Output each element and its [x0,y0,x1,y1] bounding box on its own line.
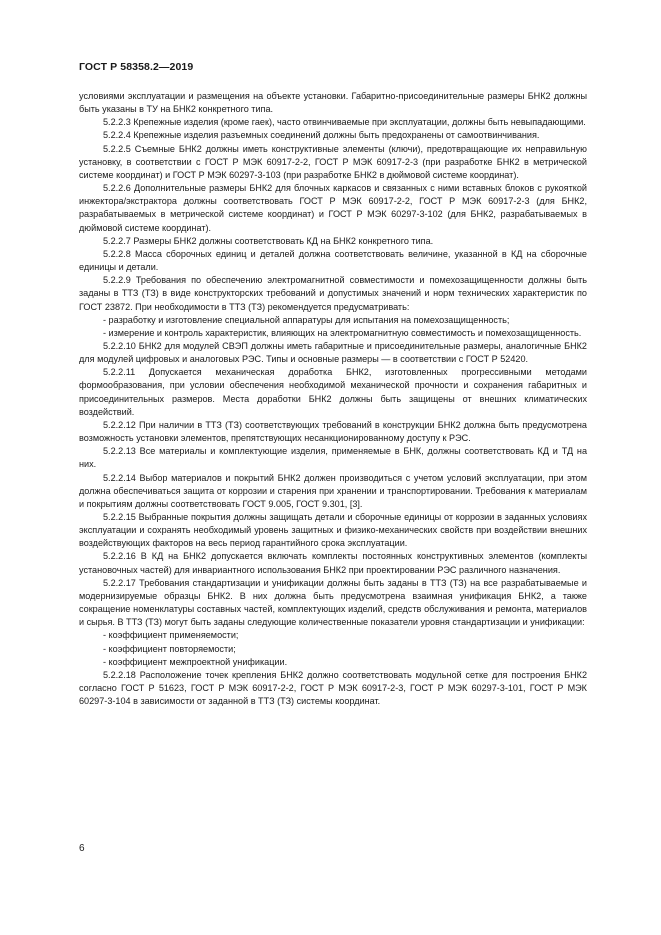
clause-5-2-2-6: 5.2.2.6 Дополнительные размеры БНК2 для блочных каркасов и связанных с ними вставных блоков с рукояткой инжектора/экстрактора должны соответствовать ГОСТ Р МЭК 60917-2-2, ГОСТ Р МЭК 60917-2-3 (для БНК2, разрабатываемых в метрической системе координат) и ГОСТ Р МЭК 60297-3-102 (для БНК2, разрабатываемых в дюймовой системе координат). [79,183,587,233]
page-number: 6 [79,843,85,854]
clause-5-2-2-5: 5.2.2.5 Съемные БНК2 должны иметь конструктивные элементы (ключи), предотвращающие их неправильную установку, в соответствии с ГОСТ Р МЭК 60917-2-2, ГОСТ Р МЭК 60917-2-3 (при разработке БНК2 в метрической системе координат) и ГОСТ Р МЭК 60297-3-103 (при разработке БНК2 в дюймовой системе координат). [79,143,587,180]
clause-5-2-2-4: 5.2.2.4 Крепежные изделия разъемных соединений должны быть предохранены от самоотвинчивания. [103,130,540,141]
clause-5-2-2-3: 5.2.2.3 Крепежные изделия (кроме гаек), часто отвинчиваемые при эксплуатации, должны быть невыпадающими. [103,117,586,128]
clause-5-2-2-16: 5.2.2.16 В КД на БНК2 допускается включать комплекты постоянных конструктивных элементов (комплекты установочных частей) для инвариантного использования БНК2 при проектировании РЭС различного назначения. [79,551,587,575]
clause-5-2-2-11: 5.2.2.11 Допускается механическая доработка БНК2, изготовленных прогрессивными методами формообразования, при условии обеспечения необходимой механической прочности и сохранения габаритных и присоединительных размеров. Места доработки БНК2 должны быть защищены от внешних климатических воздействий. [79,367,587,417]
clause-5-2-2-14: 5.2.2.14 Выбор материалов и покрытий БНК2 должен производиться с учетом условий эксплуатации, при этом должна обеспечиваться защита от коррозии и старения при хранении и транспортировании. Требования к материалам и покрытиям должны соответствовать ГОСТ 9.005, ГОСТ 9.301, [3]. [79,472,587,509]
list-item: - коэффициент повторяемости; [103,643,236,654]
list-item: - измерение и контроль характеристик, влияющих на электромагнитную совместимость и помехозащищенность. [103,327,582,338]
clause-5-2-2-18: 5.2.2.18 Расположение точек крепления БНК2 должно соответствовать модульной сетке для построения БНК2 согласно ГОСТ Р 51623, ГОСТ Р МЭК 60917-2-2, ГОСТ Р МЭК 60917-2-3, ГОСТ Р МЭК 60297-3-101, ГОСТ Р МЭК 60297-3-104 в зависимости от заданной в ТТЗ (ТЗ) системы координат. [79,669,587,707]
paragraph-continuation: условиями эксплуатации и размещения на объекте установки. Габаритно-присоединительные размеры БНК2 должны быть указаны в ТУ на БНК2 конкретного типа. [79,91,587,115]
clause-5-2-2-9: 5.2.2.9 Требования по обеспечению электромагнитной совместимости и помехозащищенности должны быть заданы в ТТЗ (ТЗ) в виде конструкторских требований и допустимых значений и норм технических характеристик по ГОСТ 23872. При необходимости в ТТЗ (ТЗ) рекомендуется предусматривать: [79,275,587,312]
document-header-title: ГОСТ Р 58358.2—2019 [79,61,194,73]
list-item: - коэффициент межпроектной унификации. [103,656,288,667]
list-item: - разработку и изготовление специальной аппаратуры для испытания на помехозащищенность; [103,314,510,325]
clause-5-2-2-7: 5.2.2.7 Размеры БНК2 должны соответствовать КД на БНК2 конкретного типа. [103,235,434,246]
clause-5-2-2-13: 5.2.2.13 Все материалы и комплектующие изделия, применяемые в БНК, должны соответствовать КД и ТД на них. [79,446,587,470]
clause-5-2-2-15: 5.2.2.15 Выбранные покрытия должны защищать детали и сборочные единицы от коррозии в заданных условиях эксплуатации и сохранять необходимый уровень защитных и физико-механических свойств при воздействии внешних воздействующих факторов на весь период гарантийного срока эксплуатации. [79,512,587,549]
clause-5-2-2-10: 5.2.2.10 БНК2 для модулей СВЭП должны иметь габаритные и присоединительные размеры, аналогичные БНК2 для модулей цифровых и аналоговых РЭС. Типы и основные размеры — в соответствии с ГОСТ Р 52420. [79,340,587,365]
document-body [79,90,587,708]
clause-5-2-2-12: 5.2.2.12 При наличии в ТТЗ (ТЗ) соответствующих требований в конструкции БНК2 должна быть предусмотрена возможность установки элементов, препятствующих несанкционированному доступу к РЭС. [79,419,587,444]
clause-5-2-2-8: 5.2.2.8 Масса сборочных единиц и деталей должна соответствовать величине, указанной в КД на сборочные единицы и детали. [79,248,587,273]
list-item: - коэффициент применяемости; [103,630,239,641]
clause-5-2-2-17: 5.2.2.17 Требования стандартизации и унификации должны быть заданы в ТТЗ (ТЗ) на все разрабатываемые и модернизируемые образцы БНК2. В них должна быть предусмотрена взаимная унификация БНК2, а также сокращение номенклатуры составных частей, комплектующих изделий, средств обслуживания и ремонта, материалов и сырья. В ТТЗ (ТЗ) могут быть заданы следующие количественные показатели уровня стандартизации и унификации: [79,577,587,628]
